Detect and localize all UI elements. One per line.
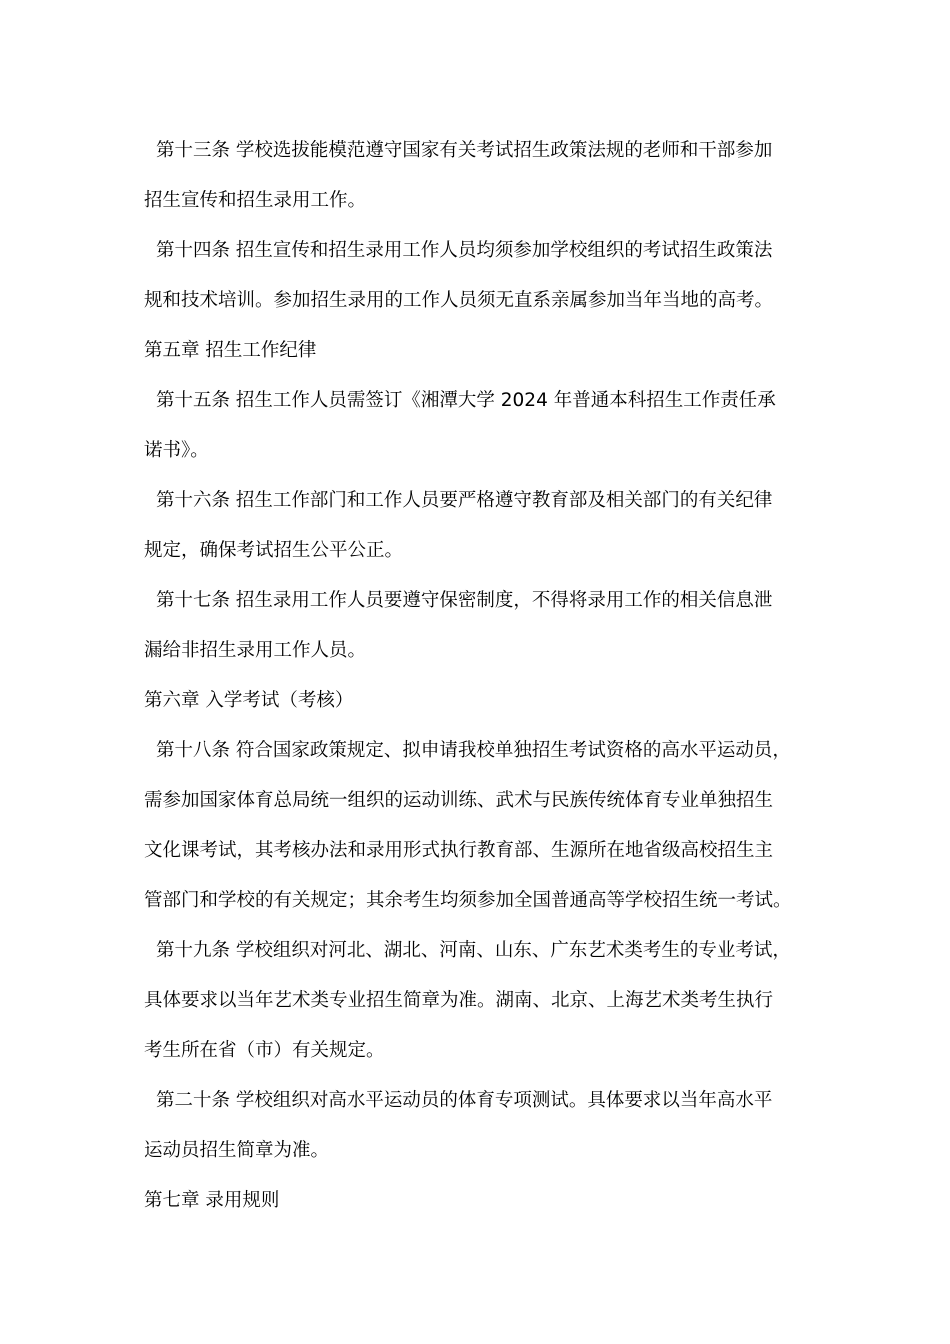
article-18-line-3: 文化课考试，其考核办法和录用形式执行教育部、生源所在地省级高校招生主 [144, 840, 774, 861]
chapter-5-heading: 第五章 招生工作纪律 [144, 340, 317, 361]
article-18-line-1: 第十八条 符合国家政策规定、拟申请我校单独招生考试资格的高水平运动员， [156, 740, 791, 761]
chapter-7-heading: 第七章 录用规则 [144, 1190, 280, 1211]
article-17-line-1: 第十七条 招生录用工作人员要遵守保密制度，不得将录用工作的相关信息泄 [156, 590, 773, 611]
article-19-line-3: 考生所在省（市）有关规定。 [144, 1040, 385, 1061]
chapter-6-heading: 第六章 入学考试（考核） [144, 690, 354, 711]
article-17-line-2: 漏给非招生录用工作人员。 [144, 640, 367, 661]
article-14-line-1: 第十四条 招生宣传和招生录用工作人员均须参加学校组织的考试招生政策法 [156, 240, 773, 261]
article-19-line-1: 第十九条 学校组织对河北、湖北、河南、山东、广东艺术类考生的专业考试， [156, 940, 791, 961]
article-16-line-1: 第十六条 招生工作部门和工作人员要严格遵守教育部及相关部门的有关纪律 [156, 490, 773, 511]
article-18-line-2: 需参加国家体育总局统一组织的运动训练、武术与民族传统体育专业单独招生 [144, 790, 774, 811]
article-19-line-2: 具体要求以当年艺术类专业招生简章为准。湖南、北京、上海艺术类考生执行 [144, 990, 774, 1011]
article-20-line-2: 运动员招生简章为准。 [144, 1140, 330, 1161]
article-15-line-2: 诺书》。 [144, 440, 209, 461]
article-16-line-2: 规定，确保考试招生公平公正。 [144, 540, 404, 561]
article-13-line-1: 第十三条 学校选拔能模范遵守国家有关考试招生政策法规的老师和干部参加 [156, 140, 773, 161]
article-14-line-2: 规和技术培训。参加招生录用的工作人员须无直系亲属参加当年当地的高考。 [144, 290, 774, 311]
article-20-line-1: 第二十条 学校组织对高水平运动员的体育专项测试。具体要求以当年高水平 [156, 1090, 773, 1111]
article-13-line-2: 招生宣传和招生录用工作。 [144, 190, 367, 211]
article-18-line-4: 管部门和学校的有关规定；其余考生均须参加全国普通高等学校招生统一考试。 [144, 890, 792, 911]
article-15-line-1: 第十五条 招生工作人员需签订《湘潭大学 2024 年普通本科招生工作责任承 [156, 390, 776, 411]
